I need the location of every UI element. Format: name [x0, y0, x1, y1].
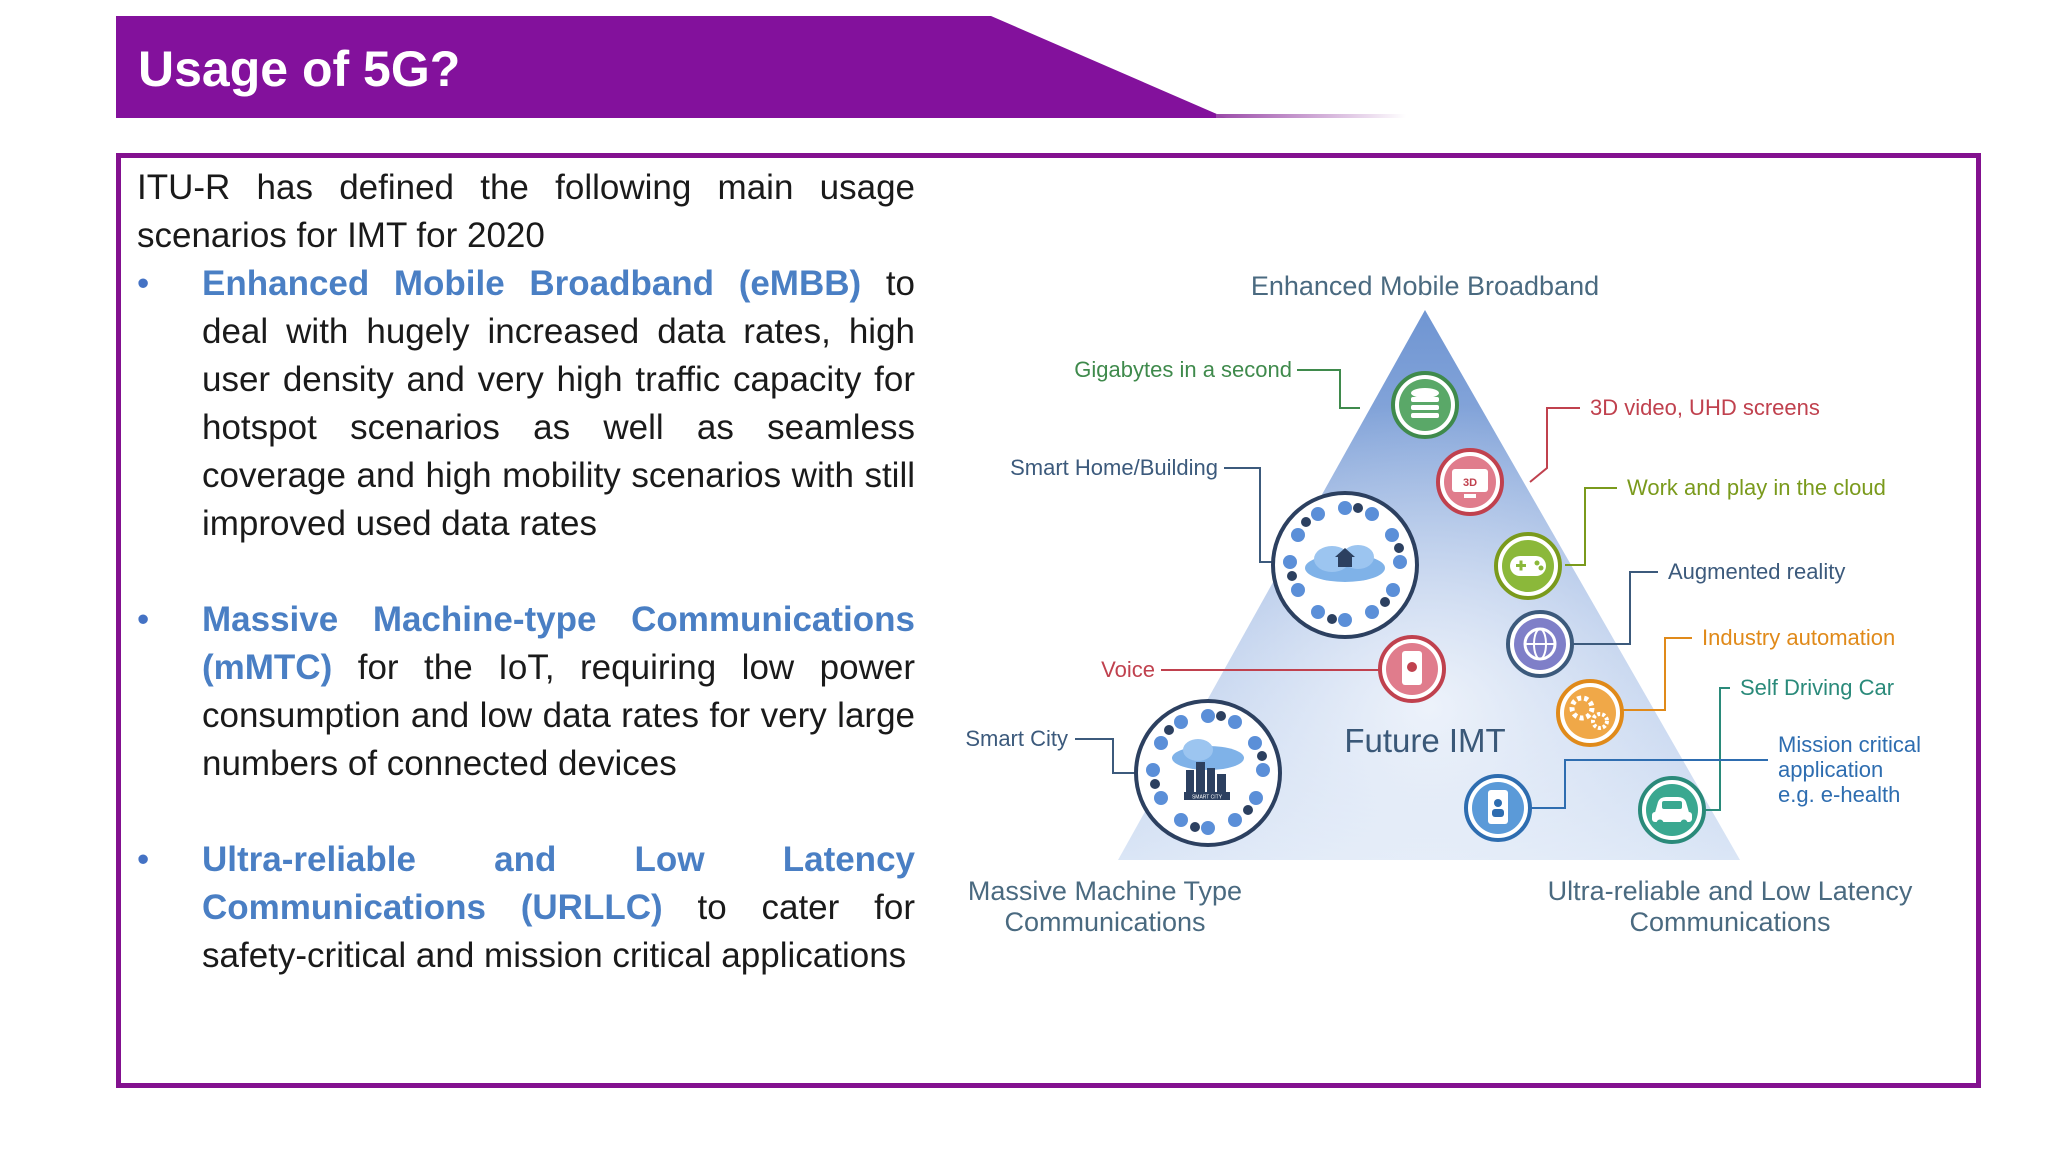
- label-mmtc-line1: Massive Machine Type: [967, 876, 1243, 906]
- scenario-embb: [137, 260, 915, 548]
- label-mmtc-line2: Communications: [1004, 907, 1206, 937]
- text-column: [137, 164, 915, 980]
- gamepad-icon: [1496, 534, 1560, 598]
- callout-smart-home: Smart Home/Building: [1010, 455, 1218, 480]
- callout-car: Self Driving Car: [1740, 675, 1895, 700]
- callout-mission-1: Mission critical: [1778, 732, 1922, 757]
- screen-3d-icon: [1438, 450, 1502, 514]
- callout-cloud: Work and play in the cloud: [1627, 475, 1886, 500]
- health-phone-icon: [1466, 776, 1530, 840]
- label-urllc-line1: Ultra-reliable and Low Latency: [1547, 876, 1913, 906]
- callout-smart-city: Smart City: [965, 726, 1068, 751]
- scenario-urllc: [137, 836, 915, 980]
- page-title: Usage of 5G?: [138, 41, 461, 97]
- callout-gigabytes: Gigabytes in a second: [1074, 357, 1292, 382]
- phone-icon: [1380, 637, 1444, 701]
- callout-mission-2: application: [1778, 757, 1884, 782]
- gears-icon: [1558, 681, 1622, 745]
- bullet: •: [137, 600, 150, 639]
- car-icon: [1640, 778, 1704, 842]
- callout-mission-3: e.g. e-health: [1778, 782, 1901, 807]
- smart-home-cloud-icon: [1273, 493, 1417, 637]
- scenario-embb-text: to deal with hugely increased data rates, high user density and very high traffic capacity for hotspot scenarios as well as seamless coverage and high mobility scenarios with still improved used data rates: [202, 264, 916, 543]
- imt-triangle-diagram: [940, 250, 1950, 950]
- intro-text: ITU-R has defined the following main usage scenarios for IMT for 2020: [137, 168, 915, 255]
- scenario-mmtc-text: for the IoT, requiring low power consumption and low data rates for very large numbers of connected devices: [202, 648, 915, 783]
- globe-icon: [1508, 612, 1572, 676]
- label-urllc-line2: Communications: [1629, 907, 1831, 937]
- smart-city-icon-text: SMART CITY: [1191, 794, 1223, 801]
- scenario-urllc-name: Ultra-reliable and Low Latency Communications (URLLC): [202, 840, 915, 927]
- scenario-mmtc-name: Massive Machine-type Communications (mMTC): [202, 600, 915, 687]
- callout-voice: Voice: [1101, 657, 1155, 682]
- database-icon: [1393, 373, 1457, 437]
- scenario-mmtc: [137, 596, 915, 788]
- scenario-embb-name: Enhanced Mobile Broadband (eMBB): [202, 264, 862, 303]
- callout-3d-video: 3D video, UHD screens: [1590, 395, 1820, 420]
- callout-ar: Augmented reality: [1668, 559, 1846, 584]
- label-future-imt: Future IMT: [1344, 722, 1506, 759]
- bullet: •: [137, 264, 150, 303]
- screen-3d-text: 3D: [1462, 477, 1478, 489]
- bullet: •: [137, 840, 150, 879]
- smart-city-icon: [1136, 701, 1280, 845]
- label-embb: Enhanced Mobile Broadband: [1250, 271, 1600, 301]
- scenario-urllc-text: to cater for safety-critical and mission critical applications: [202, 888, 915, 975]
- callout-industry: Industry automation: [1702, 625, 1896, 650]
